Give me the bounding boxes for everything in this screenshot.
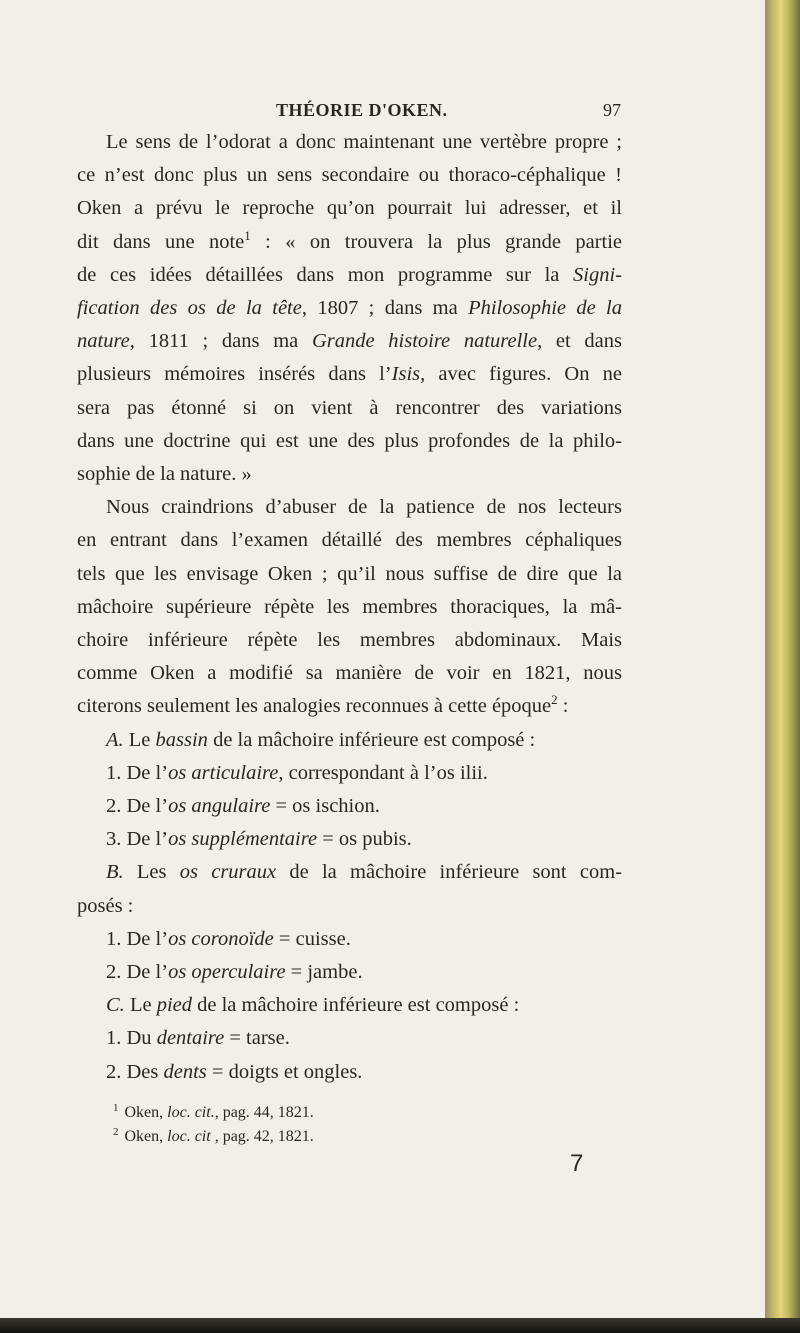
text-line: citerons seulement les analogies reconnues à cette époque$^2$ : [77, 692, 569, 718]
text-line: sera pas étonné si on vient à rencontrer des variations [77, 396, 622, 419]
text-line: posés : [77, 894, 134, 917]
page-header [78, 100, 621, 126]
text-line: dit dans une note$^1$ : « on trouvera la plus grande partie [77, 227, 622, 253]
footnote: $^1$ Oken, loc. cit., pag. 44, 1821. [113, 1101, 314, 1121]
text-line: fication des os de la tête, 1807 ; dans ma Philosophie de la [77, 297, 622, 320]
text-line: dans une doctrine qui est une des plus profondes de la philo- [77, 429, 622, 452]
text-line: Le sens de l’odorat a donc maintenant une vertèbre propre ; [106, 131, 622, 153]
text-line: Oken a prévu le reproche qu’on pourrait lui adresser, et il [77, 197, 622, 220]
signature-mark: 7 [570, 1150, 584, 1177]
text-line: choire inférieure répète les membres abdominaux. Mais [77, 629, 622, 652]
footnote-ref: 1 [244, 227, 251, 243]
running-title: THÉORIE D'OKEN. [276, 100, 448, 120]
footnotes [113, 1101, 314, 1149]
list-item: 2. De l’os angulaire = os ischion. [106, 795, 380, 818]
list-item: 3. De l’os supplémentaire = os pubis. [106, 828, 412, 851]
text-line: Nous craindrions d’abuser de la patience de nos lecteurs [106, 496, 622, 519]
footnote-ref: 2 [551, 692, 558, 708]
list-item: 2. De l’os operculaire = jambe. [106, 961, 363, 984]
text-line: ce n’est donc plus un sens secondaire ou thoraco-céphalique ! [77, 164, 622, 187]
text-line: comme Oken a modifié sa manière de voir en 1821, nous [77, 662, 622, 685]
list-item: 2. Des dents = doigts et ongles. [106, 1060, 363, 1083]
text-line: de ces idées détaillées dans mon programme sur la Signi- [77, 263, 622, 286]
footnote: $^2$ Oken, loc. cit , pag. 42, 1821. [113, 1125, 314, 1145]
section-b-heading: B. Les os cruraux de la mâchoire inférieure sont com- [106, 861, 622, 884]
section-a-heading: A. Le bassin de la mâchoire inférieure est composé : [106, 728, 536, 751]
body-text [77, 126, 622, 1089]
scan-bottom-edge [0, 1318, 800, 1333]
list-item: 1. Du dentaire = tarse. [106, 1027, 290, 1050]
text-line: tels que les envisage Oken ; qu’il nous suffise de dire que la [77, 562, 622, 585]
list-item: 1. De l’os articulaire, correspondant à l’os ilii. [106, 761, 488, 784]
section-c-heading: C. Le pied de la mâchoire inférieure est composé : [106, 994, 520, 1017]
text-line: plusieurs mémoires insérés dans l’Isis, avec figures. On ne [77, 363, 622, 386]
list-item: 1. De l’os coronoïde = cuisse. [106, 927, 351, 950]
book-edge [765, 0, 800, 1333]
page-number: 97 [603, 100, 621, 120]
text-line: nature, 1811 ; dans ma Grande histoire naturelle, et dans [77, 330, 623, 353]
text-line: en entrant dans l’examen détaillé des membres céphaliques [77, 529, 622, 552]
text-line: sophie de la nature. » [77, 463, 252, 486]
text-line: mâchoire supérieure répète les membres thoraciques, la mâ- [77, 595, 622, 618]
